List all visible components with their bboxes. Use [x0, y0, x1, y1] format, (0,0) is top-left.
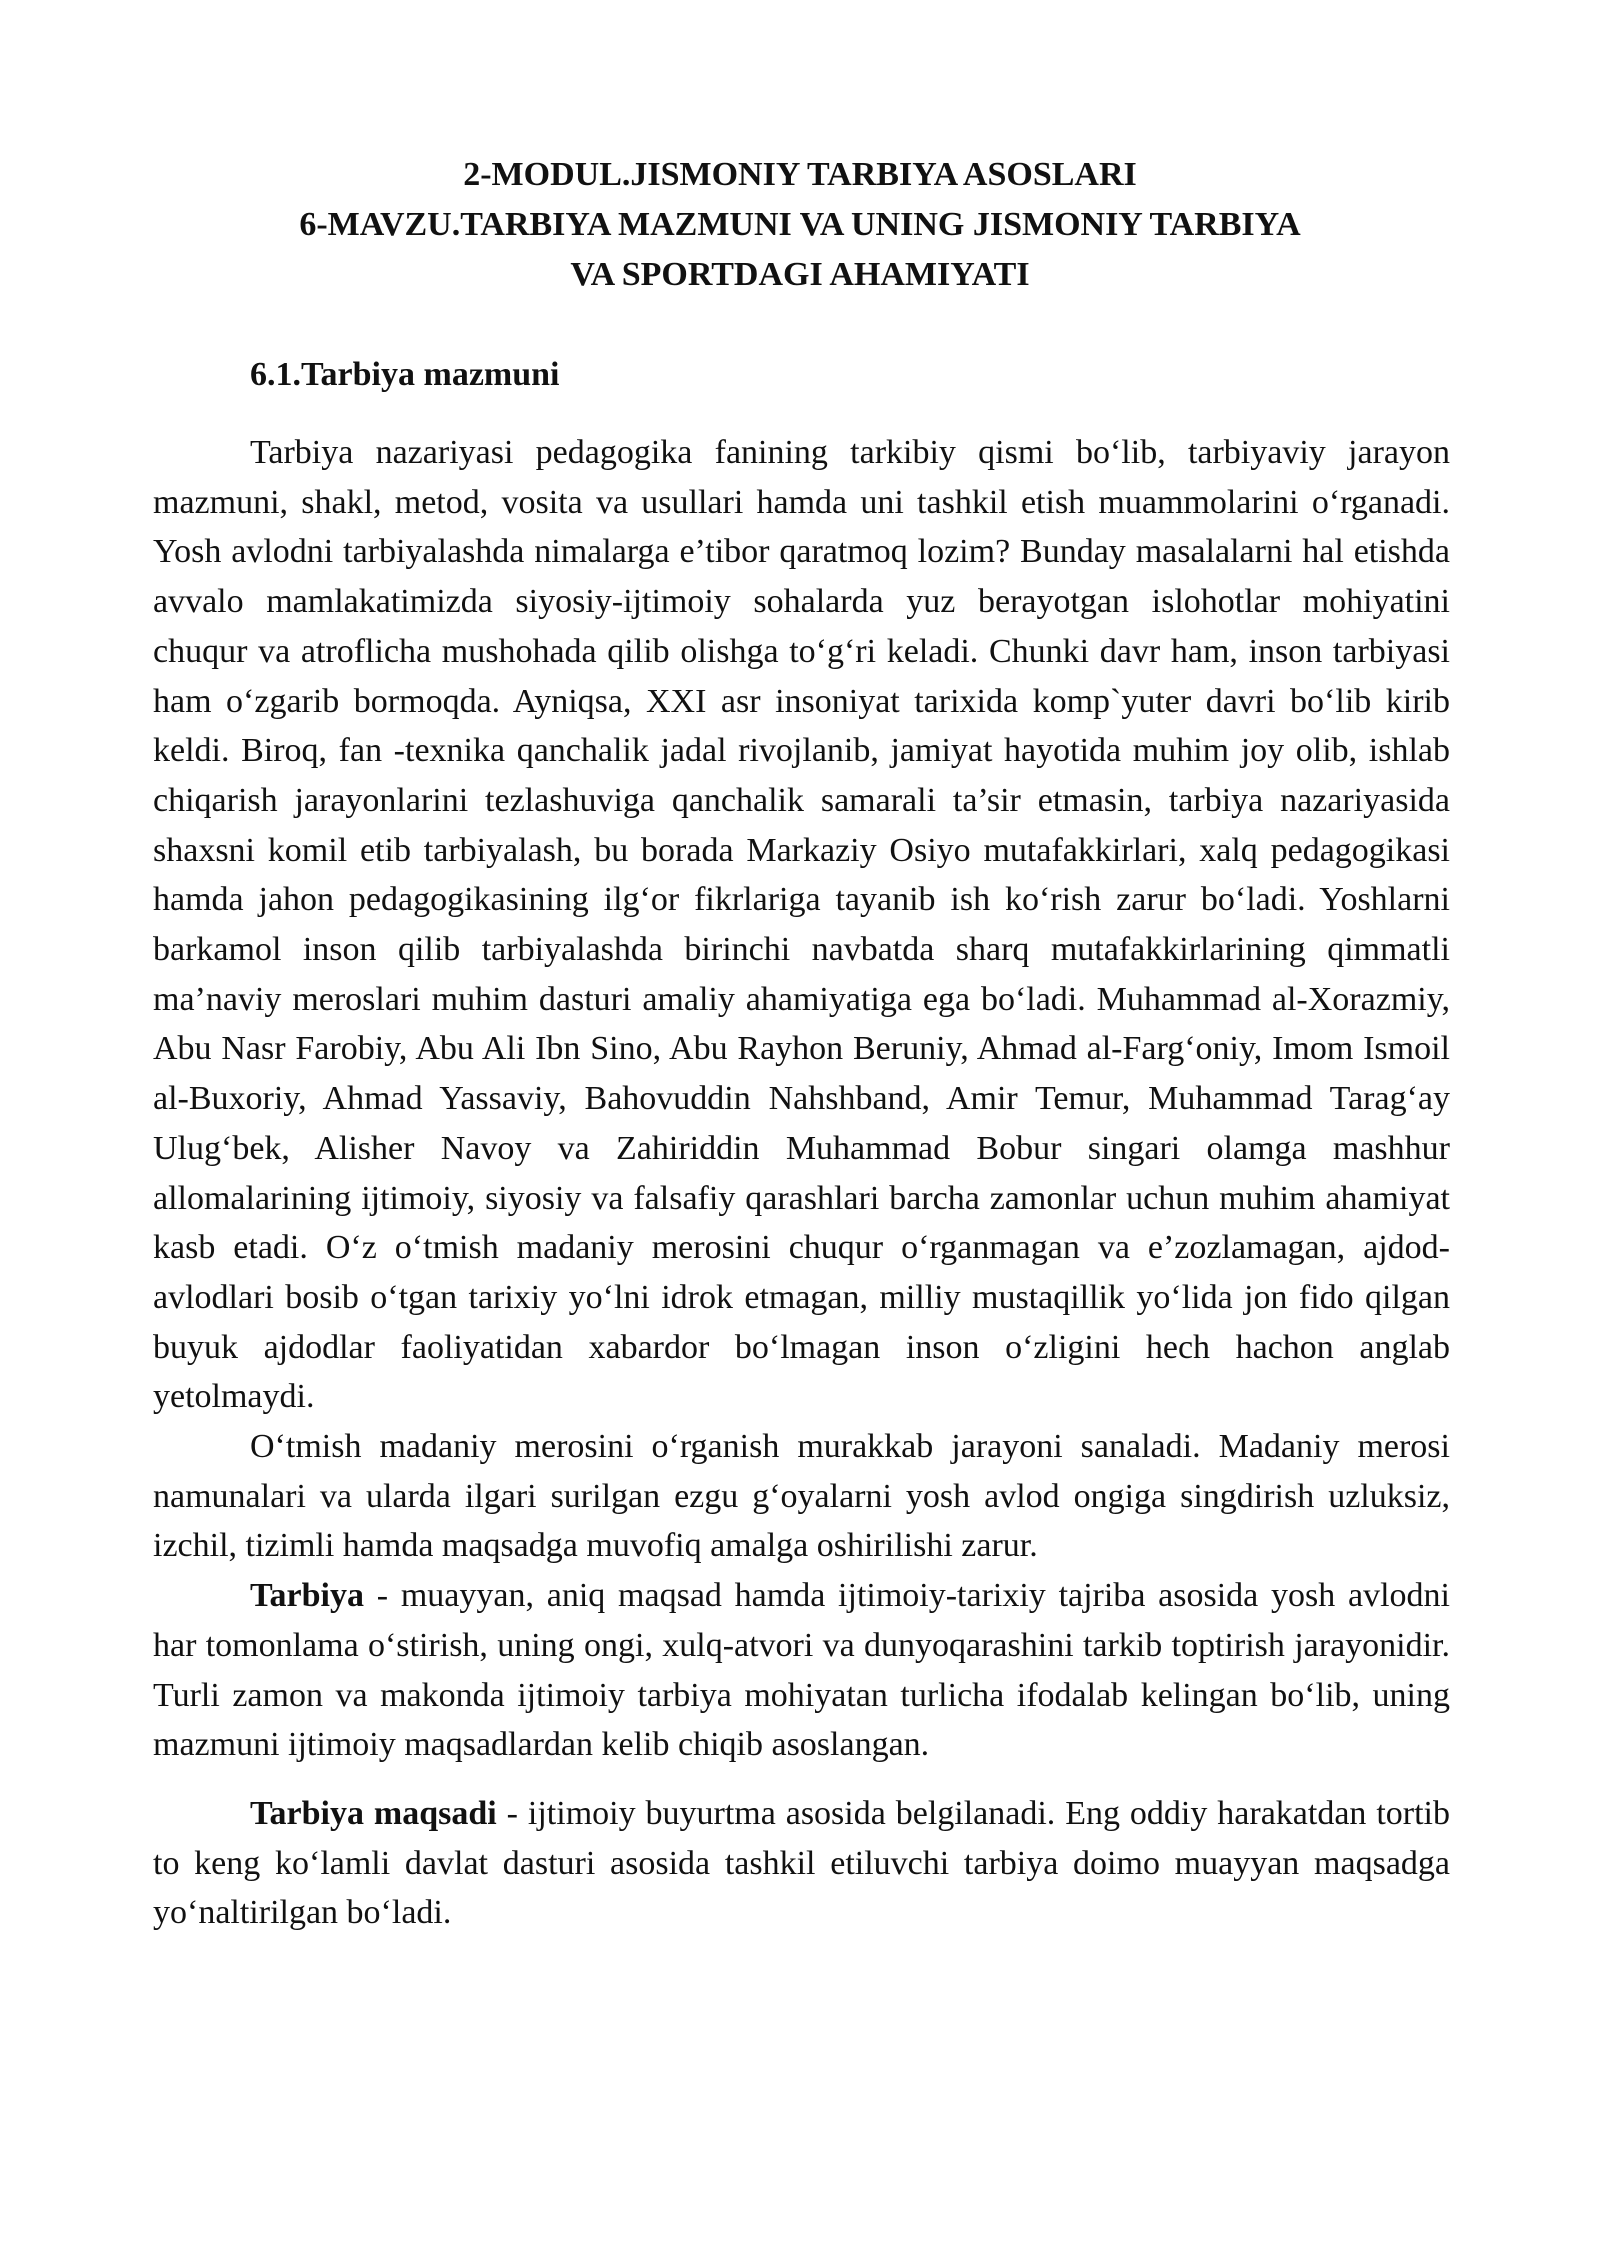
module-title: 2-MODUL.JISMONIY TARBIYA ASOSLARI: [463, 156, 1137, 193]
definition-text: - muayyan, aniq maqsad hamda ijtimoiy-tarixiy tajriba asosida yosh avlodni har tomonlama o‘stirish, uning ongi, xulq-atvori va dunyoqarashini tarkib toptirish jarayonidir. Turli zamon va makonda ijtimoiy tarbiya mohiyatan turlicha ifodalab kelingan bo‘lib, uning mazmuni ijtimoiy maqsadlardan kelib chiqib asoslangan.: [153, 1577, 1450, 1764]
definition-term: Tarbiya: [250, 1577, 365, 1615]
topic-title-continued: VA SPORTDAGI AHAMIYATI: [570, 256, 1030, 293]
paragraph-4: [153, 1789, 1450, 1938]
paragraph-3: [153, 1571, 1450, 1770]
body-text: [153, 428, 1450, 1938]
definition-term: Tarbiya maqsadi: [250, 1794, 497, 1832]
section-heading: 6.1.Tarbiya mazmuni: [250, 356, 560, 393]
definition-text: - ijtimoiy buyurtma asosida belgilanadi. Eng oddiy harakatdan tortib to keng ko‘lamli davlat dasturi asosida tashkil etiluvchi tarbiya doimo muayyan maqsadga yo‘naltirilgan bo‘ladi.: [153, 1794, 1450, 1932]
paragraph-1: Tarbiya nazariyasi pedagogika fanining tarkibiy qismi bo‘lib, tarbiyaviy jarayon mazmuni, shakl, metod, vosita va usullari hamda uni tashkil etish muammolarini o‘rganadi. Yosh avlodni tarbiyalashda nimalarga e’tibor qaratmoq lozim? Bunday masalalarni hal etishda avvalo mamlakatimizda siyosiy-ijtimoiy sohalarda yuz berayotgan islohotlar mohiyatini chuqur va atroflicha mushohada qilib olishga to‘g‘ri keladi. Chunki davr ham, inson tarbiyasi ham o‘zgarib bormoqda. Ayniqsa, XXI asr insoniyat tarixida komp`yuter davri bo‘lib kirib keldi. Biroq, fan -texnika qanchalik jadal rivojlanib, jamiyat hayotida muhim joy olib, ishlab chiqarish jarayonlarini tezlashuviga qanchalik samarali ta’sir etmasin, tarbiya nazariyasida shaxsni komil etib tarbiyalash, bu borada Markaziy Osiyo mutafakkirlari, xalq pedagogikasi hamda jahon pedagogikasining ilg‘or fikrlariga tayanib ish ko‘rish zarur bo‘ladi. Yoshlarni barkamol inson qilib tarbiyalashda birinchi navbatda sharq mutafakkirlarining qimmatli ma’naviy meroslari muhim dasturi amaliy ahamiyatiga ega bo‘ladi. Muhammad al-Xorazmiy, Abu Nasr Farobiy, Abu Ali Ibn Sino, Abu Rayhon Beruniy, Ahmad al-Farg‘oniy, Imom Ismoil al-Buxoriy, Ahmad Yassaviy, Bahovuddin Nahshband, Amir Temur, Muhammad Tarag‘ay Ulug‘bek, Alisher Navoy va Zahiriddin Muhammad Bobur singari olamga mashhur allomalarining ijtimoiy, siyosiy va falsafiy qarashlari barcha zamonlar uchun muhim ahamiyat kasb etadi. O‘z o‘tmish madaniy merosini chuqur o‘rganmagan va e’zozlamagan, ajdod-avlodlari bosib o‘tgan tarixiy yo‘lni idrok etmagan, milliy mustaqillik yo‘lida jon fido qilgan buyuk ajdodlar faoliyatidan xabardor bo‘lmagan inson o‘zligini hech hachon anglab yetolmaydi.: [153, 434, 1450, 1416]
paragraph-2: O‘tmish madaniy merosini o‘rganish murakkab jarayoni sanaladi. Madaniy merosi namunalari va ularda ilgari surilgan ezgu g‘oyalarni yosh avlod ongiga singdirish uzluksiz, izchil, tizimli hamda maqsadga muvofiq amalga oshirilishi zarur.: [153, 1428, 1450, 1565]
topic-title: 6-MAVZU.TARBIYA MAZMUNI VA UNING JISMONIY TARBIYA: [299, 206, 1301, 243]
page-header: [150, 150, 1450, 300]
